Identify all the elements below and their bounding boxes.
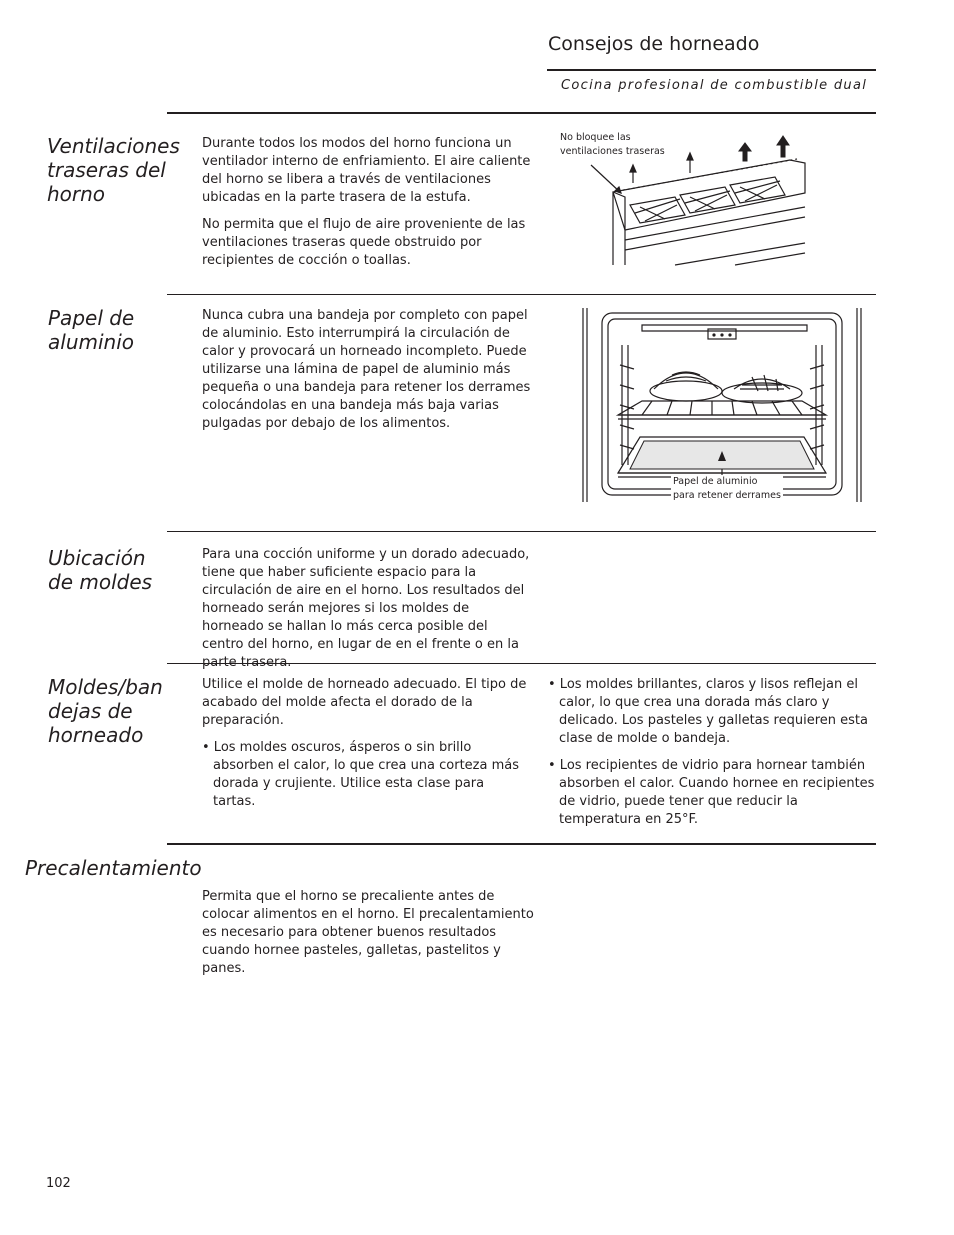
section-body-preheat: Permita que el horno se precaliente antes de colocar alimentos en el horno. El precalentamiento es necesario para obtener buenos resultados cuando hornee pasteles, galletas, pastelitos y panes. [202,889,534,976]
section-divider [167,294,876,295]
section-title-preheat: Precalentamiento [25,856,202,880]
section-body-pans-left: Utilice el molde de horneado adecuado. El tipo de acabado del molde afecta el dorado de la preparación. • Los moldes oscuros, ásperos o sin brillo absorben el calor, lo que crea una corteza más dorada y crujiente. Utilice esta clase para tartas. [202,677,527,809]
section-divider [167,531,876,532]
section-body-placement: Para una cocción uniforme y un dorado adecuado, tiene que haber suficiente espacio para la circulación de aire en el horno. Los resultados del horneado serán mejores si los moldes de horneado se hallan lo más cerca posible del centro del horno, en lugar de en el frente o en la parte trasera. [202,547,530,670]
page-subtitle: Cocina profesional de combustible dual [561,78,868,93]
section-divider [167,843,876,845]
section-title-placement: Ubicación de moldes [48,546,153,594]
section-title-foil: Papel de aluminio [48,306,135,354]
page-title: Consejos de horneado [548,33,760,55]
section-title-pans: Moldes/ban dejas de horneado [48,675,163,747]
caption-foil: Papel de aluminio para retener derrames [673,476,781,501]
cooktop-vents-illustration [585,135,810,270]
caption-vents: No bloquee las ventilaciones traseras [560,132,665,157]
page-number: 102 [46,1176,71,1191]
section-divider [167,112,876,114]
header-rule [547,69,876,71]
section-body-foil: Nunca cubra una bandeja por completo con papel de aluminio. Esto interrumpirá la circulación de calor y provocará un horneado incompleto. Puede utilizarse una lámina de papel de aluminio más pequeña o una bandeja para retener los derrames colocándolas en una bandeja más baja varias pulgadas por debajo de los alimentos. [202,308,531,431]
section-body-pans-right: • Los moldes brillantes, claros y lisos reflejan el calor, lo que crea una dorada más claro y delicado. Los pasteles y galletas requieren esta clase de molde o bandeja. • Los recipientes de vidrio para hornear también absorben el calor. Cuando hornee en recipientes de vidrio, puede tener que reducir la temperatura en 25°F. [548,677,875,827]
section-body-vents: Durante todos los modos del horno funciona un ventilador interno de enfriamiento. El aire caliente del horno se libera a través de ventilaciones ubicadas en la parte trasera de la estufa. No permita que el flujo de aire proveniente de las ventilaciones traseras quede obstruido por recipientes de cocción o toallas. [202,136,531,268]
section-title-vents: Ventilaciones traseras del horno [47,134,180,206]
